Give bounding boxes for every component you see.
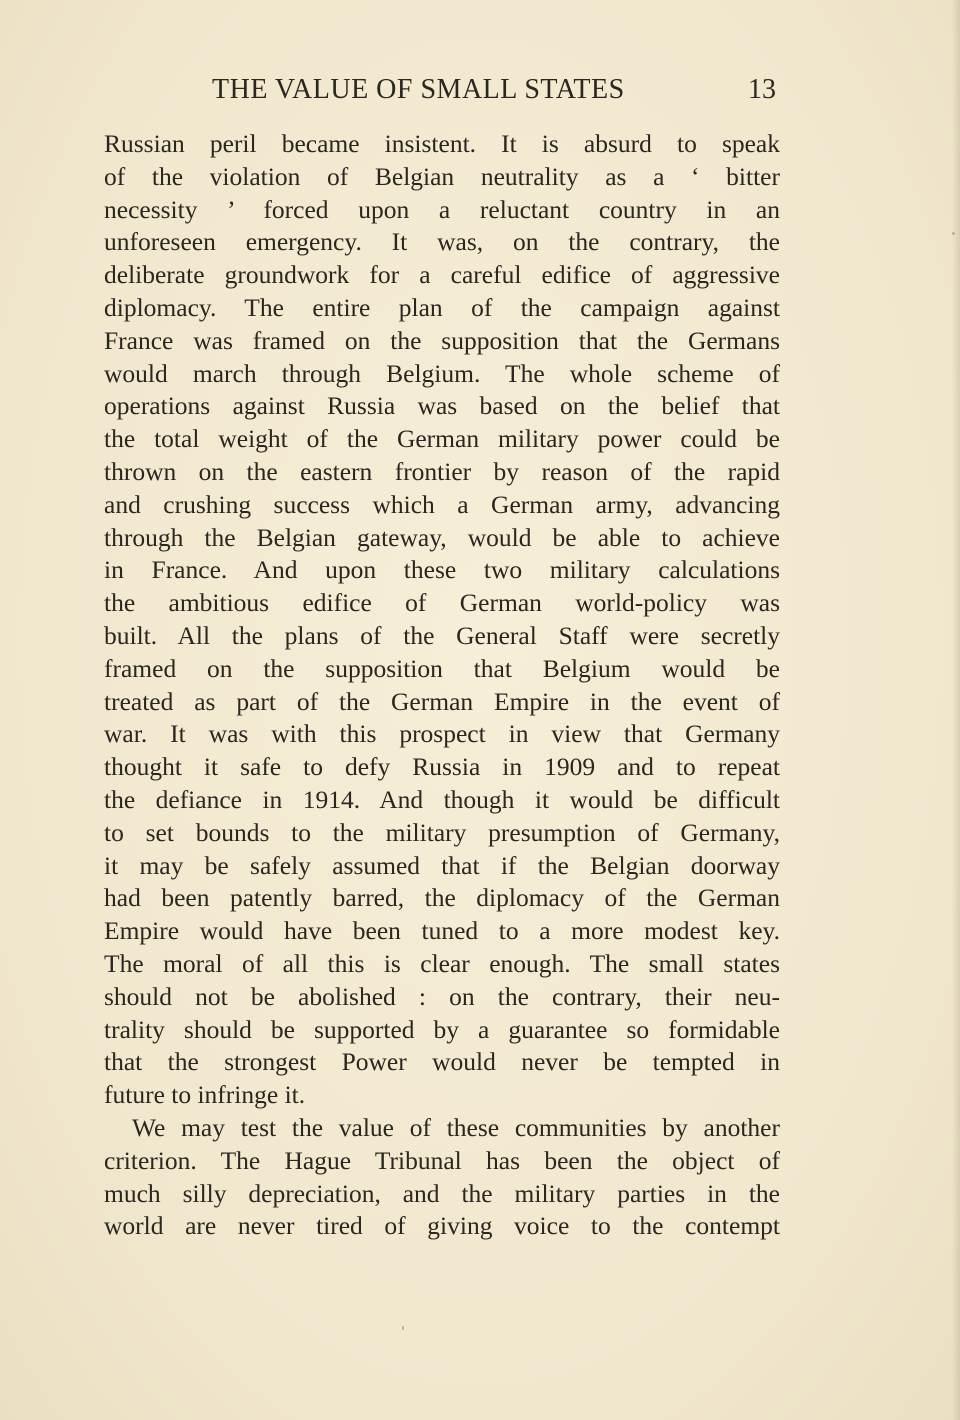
text-line: deliberate groundwork for a careful edifice of aggressive <box>104 260 780 290</box>
text-line: of the violation of Belgian neutrality as a ‘ bitter <box>104 161 780 191</box>
text-line: treated as part of the German Empire in the event of <box>104 686 780 716</box>
text-line: in France. And upon these two military calculations <box>104 555 780 585</box>
text-line: it may be safely assumed that if the Belgian doorway <box>104 850 780 880</box>
text-line: necessity ’ forced upon a reluctant country in an <box>104 194 780 224</box>
paper-speck <box>952 232 955 235</box>
text-line: the total weight of the German military power could be <box>104 424 780 454</box>
text-line: criterion. The Hague Tribunal has been the object of <box>104 1145 780 1175</box>
text-line: thrown on the eastern frontier by reason of the rapid <box>104 456 780 486</box>
text-line: world are never tired of giving voice to the contempt <box>104 1211 780 1241</box>
paragraph-start-line: We may test the value of these communities by another <box>132 1112 780 1142</box>
text-line: had been patently barred, the diplomacy of the German <box>104 883 780 913</box>
text-line: to set bounds to the military presumption of Germany, <box>104 817 780 847</box>
text-line: and crushing success which a German army, advancing <box>104 489 780 519</box>
page-number: 13 <box>748 74 776 105</box>
paragraph-end-line: future to infringe it. <box>104 1080 306 1110</box>
text-line: through the Belgian gateway, would be able to achieve <box>104 522 780 552</box>
text-line: should not be abolished : on the contrary, their neu- <box>104 981 780 1011</box>
text-line: built. All the plans of the General Staff were secretly <box>104 620 780 650</box>
running-title: THE VALUE OF SMALL STATES <box>212 74 625 105</box>
page-edge-shadow <box>952 0 960 1420</box>
text-line: that the strongest Power would never be tempted in <box>104 1047 780 1077</box>
paper-speck <box>402 1326 404 1330</box>
text-line: the defiance in 1914. And though it would be difficult <box>104 784 780 814</box>
text-line: the ambitious edifice of German world-policy was <box>104 588 780 618</box>
text-line: framed on the supposition that Belgium would be <box>104 653 780 683</box>
text-line: The moral of all this is clear enough. The small states <box>104 948 780 978</box>
text-line: diplomacy. The entire plan of the campaign against <box>104 292 780 322</box>
text-line: trality should be supported by a guarantee so formidable <box>104 1014 780 1044</box>
body-text <box>104 128 780 1243</box>
text-line: much silly depreciation, and the military parties in the <box>104 1178 780 1208</box>
text-line: Empire would have been tuned to a more modest key. <box>104 916 780 946</box>
text-line: thought it safe to defy Russia in 1909 and to repeat <box>104 752 780 782</box>
text-line: France was framed on the supposition that the Germans <box>104 325 780 355</box>
text-line: war. It was with this prospect in view that Germany <box>104 719 780 749</box>
text-line: operations against Russia was based on the belief that <box>104 391 780 421</box>
text-line: Russian peril became insistent. It is absurd to speak <box>104 129 780 158</box>
text-line: would march through Belgium. The whole scheme of <box>104 358 780 388</box>
running-head <box>104 74 780 108</box>
text-line: unforeseen emergency. It was, on the contrary, the <box>104 227 780 257</box>
